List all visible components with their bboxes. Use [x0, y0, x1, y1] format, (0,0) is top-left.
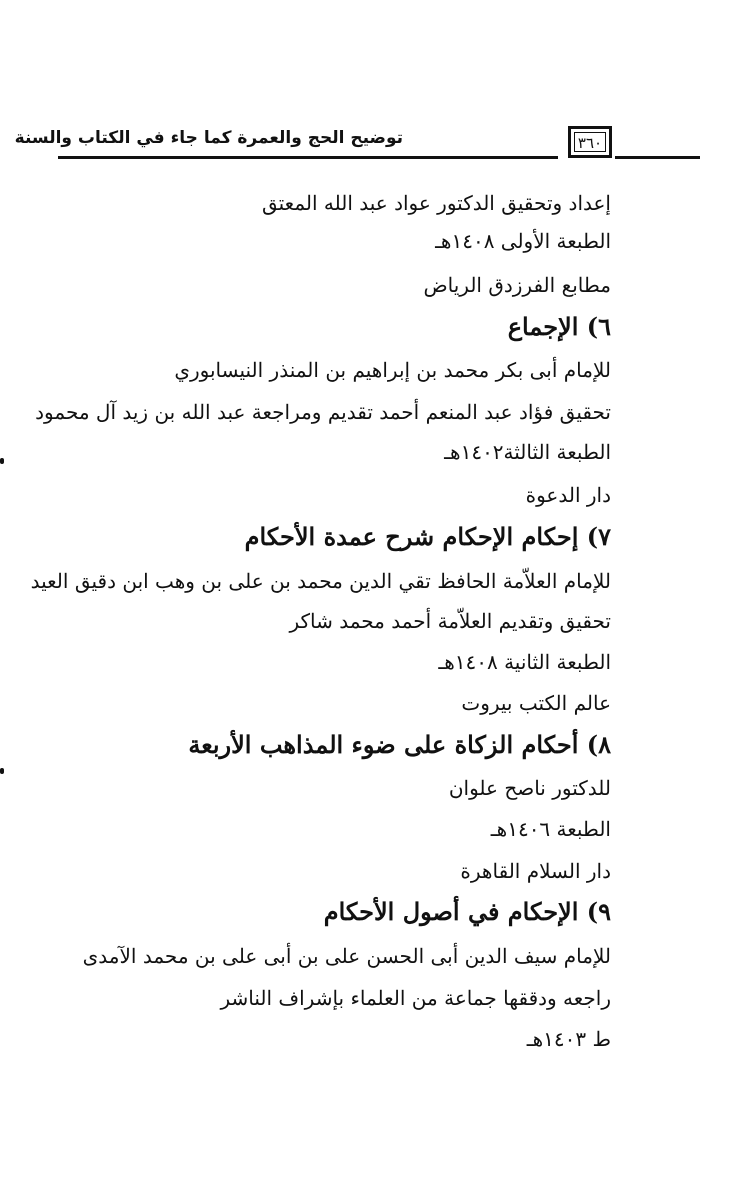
- margin-mark: [0, 458, 4, 464]
- text-line: إعداد وتحقيق الدكتور عواد عبد الله المعتق: [261, 191, 611, 215]
- section-heading-7: ٧) إحكام الإحكام شرح عمدة الأحكام: [244, 522, 611, 551]
- text-line: دار السلام القاهرة: [460, 859, 611, 883]
- page-number-box: [568, 126, 612, 158]
- text-line: دار الدعوة: [525, 483, 611, 507]
- page-number: ٣٦٠: [574, 132, 606, 152]
- text-line: مطابع الفرزدق الرياض: [423, 273, 611, 297]
- margin-mark: [0, 768, 4, 774]
- running-title: توضيح الحج والعمرة كما جاء في الكتاب والسنة: [14, 128, 403, 148]
- text-line: ط ١٤٠٣هـ: [526, 1027, 611, 1051]
- section-heading-9: ٩) الإحكام في أصول الأحكام: [323, 897, 611, 926]
- page-header: [14, 118, 700, 170]
- header-rule-left: [58, 156, 558, 159]
- text-line: الطبعة ١٤٠٦هـ: [490, 817, 611, 841]
- text-line: للإمام سيف الدين أبى الحسن على بن أبى على بن محمد الآمدى: [82, 944, 611, 968]
- section-heading-8: ٨) أحكام الزكاة على ضوء المذاهب الأربعة: [188, 730, 611, 759]
- section-heading-6: ٦) الإجماع: [507, 312, 611, 341]
- text-line: الطبعة الأولى ١٤٠٨هـ: [435, 229, 611, 253]
- text-line: الطبعة الثالثة١٤٠٢هـ: [444, 440, 611, 464]
- text-line: الطبعة الثانية ١٤٠٨هـ: [438, 650, 611, 674]
- text-line: للدكتور ناصح علوان: [448, 776, 611, 800]
- header-rule-right: [615, 156, 700, 159]
- text-line: راجعه ودققها جماعة من العلماء بإشراف الناشر: [220, 986, 611, 1010]
- text-line: للإمام أبى بكر محمد بن إبراهيم بن المنذر النيسابوري: [174, 358, 611, 382]
- text-line: عالم الكتب بيروت: [461, 691, 611, 715]
- text-line: تحقيق فؤاد عبد المنعم أحمد تقديم ومراجعة عبد الله بن زيد آل محمود: [35, 400, 611, 424]
- text-line: للإمام العلاّمة الحافظ تقي الدين محمد بن على بن وهب ابن دقيق العيد: [30, 569, 611, 593]
- text-line: تحقيق وتقديم العلاّمة أحمد محمد شاكر: [289, 609, 611, 633]
